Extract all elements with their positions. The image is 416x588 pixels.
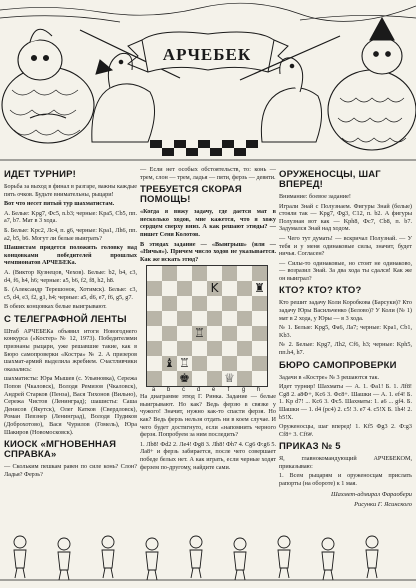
paragraph: Борьба за выход в финал в разгаре, важны каждые пять очков. Будьте внимательны, рыцари! [4, 182, 137, 198]
board-square [252, 296, 267, 311]
paragraph: Внимание: боевое задание! [279, 192, 351, 200]
board-square [192, 326, 207, 341]
paragraph: Оруженосцы, шаг вперед! 1. Kf5 Фg3 2. Ф:g3 Cf8+ 3. Cf6#. [279, 423, 412, 438]
chess-piece: ♜ [254, 281, 265, 296]
chess-piece: ♖ [179, 356, 190, 371]
chess-piece: ♚ [179, 371, 190, 386]
paragraph: Вот что несет пятый тур шахматистам. [4, 200, 115, 208]
board-square [252, 356, 267, 371]
paragraph: 1. Всем рыцарям и оруженосцам прислать рапорты (на обороте) к 1 мая. [279, 472, 412, 488]
paragraph: Играли Знай с Полузнаем. Фигуры Знай (белые) стояли так — Kpg7, Фg3, C12, п. b2. А фигуры Полузная вот как — Kph8, Фc7, Cb8, п. b7. Задумался Знай над ходом. [279, 202, 412, 233]
board-square [147, 326, 162, 341]
file-label: g [241, 387, 246, 394]
board-square [177, 281, 192, 296]
column-right [279, 166, 412, 526]
board-square [192, 371, 207, 386]
board-square [162, 266, 177, 281]
knights-illustration [0, 0, 416, 166]
marching-figures [0, 528, 416, 583]
board-square [237, 266, 252, 281]
board-square [222, 296, 237, 311]
paragraph: А. Белые: Kpg7, Фc5, n.b3; черные: Kpa5, Cb5, пп. a7, b7. Мат в 3 хода. [4, 209, 137, 225]
board-square [207, 326, 222, 341]
board-square [177, 326, 192, 341]
file-label: c [182, 387, 185, 394]
paragraph: 1. Лb8! Фd2 2. Лe4! Фg8 3. Лh8! Фh7 4. Cg6 Ф:g6 5. Лa8+ и ферзь забирается, после чего совершает победе белых нет. А как играть, если черные ходят ферзем по-другому, найдите сами. [140, 440, 276, 471]
banner-title: АРЧЕБЕК [162, 45, 252, 64]
header-illustration [0, 0, 416, 166]
board-square [147, 266, 162, 281]
paragraph: Я, главнокомандующий АРЧЕБЕКОМ, приказываю: [279, 455, 412, 470]
board-square [207, 341, 222, 356]
board-square [252, 281, 267, 296]
board-square [252, 371, 267, 386]
board-square [162, 311, 177, 326]
file-label: b [166, 387, 171, 394]
board-square [192, 356, 207, 371]
board-square [222, 371, 237, 386]
board-square [177, 266, 192, 281]
paragraph: шахматисты: Юра Мышев (с. Ульяновка), Сережа Попов (Чкаловск), Володя Ремизов (Чкаловск), Андрей Старков (Пенза), Вася Тихонов (Вильно), Сережа Чистов (Ленинград); шашисты: Саша Денисов (Якутск), Олег Катков (Свердловск), Роман Певзнер (Ленинград), Володя Пудиков (Доброхотово), Вася Чурилов (Гомель), Юра Шакиров (Новомосковск). [4, 375, 137, 436]
paragraph: Штаб АРЧЕБЕКа объявил итоги Новогоднего конкурса («Костер» № 12, 1973). Победителями признаны рыцари, уже решавшие такие, как в Бюро самопроверки «Костра» № 2. А призеров шахмат-армий выделила жребием. Счастливчики оказались: [4, 327, 137, 373]
board-square [147, 356, 162, 371]
paragraph: Шашистам придется положить головку над концовками победителей прошлых чемпионатов АРЧЕБЕКа. [4, 244, 137, 267]
board-square [192, 296, 207, 311]
paragraph: В обеих концовках белые выигрывают. [4, 303, 107, 311]
column-middle [140, 166, 276, 526]
board-square [177, 296, 192, 311]
signature: Шахмет-адмирал Фараобери [330, 490, 412, 498]
board-square [177, 356, 192, 371]
board-square [222, 266, 237, 281]
paragraph: № 1. Белые: Kpg5, Фa6, Лa7; черные: Kpa1, Cb1, Kb3. [279, 324, 412, 339]
board-square [237, 281, 252, 296]
board-square [177, 371, 192, 386]
board-square [252, 266, 267, 281]
board-square [207, 311, 222, 326]
board-square [177, 311, 192, 326]
chess-piece: ♖ [194, 326, 205, 341]
chess-piece: ♕ [224, 371, 235, 386]
board-square [237, 356, 252, 371]
file-label: f [227, 387, 230, 394]
paragraph: — Если нет особых обстоятельств, то: конь — трем, слон — трем, ладья — пяти, ферзь — девяти. [140, 166, 276, 181]
section-title: ПРИКАЗ № 5 [279, 441, 341, 453]
board-square [207, 296, 222, 311]
board-square [207, 281, 222, 296]
paragraph: № 2. Белые: Kpg7, Лh2, Cf6, h3; черные: Kph5, пп.h4, h7. [279, 341, 412, 356]
board-square [147, 281, 162, 296]
board-square [237, 311, 252, 326]
paragraph: На диаграмме этюд Г. Ринка. Задание — белые выигрывают. Но как? Ведь ферзю в связке у чужого! Значит, нужно как-то спасти ферзя. Но как? Ведь ферзь нельзя отдать ни в коем случае. И чего будет достигнуто, если «напомнить черного ферзя. Попробуем за ним последить? [140, 393, 276, 439]
section-title: ТРЕБУЕТСЯ СКОРАЯ ПОМОЩЬ! [140, 184, 242, 206]
section-title: ОРУЖЕНОСЦЫ, ШАГ ВПЕРЕД! [279, 169, 381, 190]
paragraph: Б. Белые: Kpc2, Лc4, п. g6, черные: Kpa1, Лh6, пп. a2, b5, b6. Могут ли белые выиграть? [4, 226, 137, 242]
board-square [147, 371, 162, 386]
board-square [222, 281, 237, 296]
file-label: e [211, 387, 216, 394]
board-square [162, 356, 177, 371]
section-title: БЮРО САМОПРОВЕРКИ [279, 359, 397, 371]
board-square [222, 356, 237, 371]
section-title: КИОСК «МГНОВЕННАЯ СПРАВКА» [4, 439, 117, 461]
board-square [147, 341, 162, 356]
board-square [147, 296, 162, 311]
board-square [162, 296, 177, 311]
board-square [207, 266, 222, 281]
board-square [192, 281, 207, 296]
paragraph: — Силы-то одинаковые, но стоят не одинаково, — возразил Знай. За два хода ты сдался! Как же он выиграл? [279, 259, 412, 282]
chess-board [146, 265, 268, 387]
section-title: КТО? КТО? КТО? [279, 285, 362, 297]
board-square [207, 371, 222, 386]
paragraph: «Когда я вижу задачу, где дается мат в несколько ходов, мне кажется, что я хожу сердцем сверху вниз. А как решают этюды? — пишет Сеня Колотов. [140, 208, 276, 238]
paragraph: Задачи в «Костре» № 3 решаются так. [279, 373, 380, 381]
section-title: С ТЕЛЕГРАФНОЙ ЛЕНТЫ [4, 313, 127, 325]
board-square [147, 311, 162, 326]
board-square [237, 341, 252, 356]
column-left [4, 166, 137, 526]
footer-illustration [0, 528, 416, 583]
board-square [222, 311, 237, 326]
file-label: d [196, 387, 201, 394]
board-square [237, 371, 252, 386]
board-square [177, 341, 192, 356]
board-square [222, 341, 237, 356]
paragraph: — Скольким пешкам равен по силе конь? Слон? Ладья? Ферзь? [4, 463, 137, 478]
chess-diagram [146, 265, 270, 393]
chess-piece: ♝ [164, 356, 175, 371]
paragraph: Б. (Александр Терешонок, Хотимск). Белые: c3, c5, d4, e3, f2, g1, h4; черные: a5, d6, e7, f6, g5, g7. [4, 286, 137, 301]
board-square [162, 371, 177, 386]
file-label: h [256, 387, 261, 394]
board-square [162, 341, 177, 356]
board-square [162, 326, 177, 341]
board-square [252, 326, 267, 341]
paragraph: В этюдах задание — «Выигрыш» (или — «Ничья»). Причем число ходов не указывается. Как же искать этюд? [140, 240, 276, 263]
illustrator-credit: Рисунки Г. Ясинского [354, 500, 412, 508]
paragraph: А. (Виктор Кузнецов, Чехов). Белые: b2, b4, c3, d4, f6, h4, h6; черные: a5, b6, f2, f8, h2, h8. [4, 268, 137, 284]
board-square [252, 341, 267, 356]
board-square [162, 281, 177, 296]
paragraph: Идет турнир! Шахматы — А. 1. Фa1! Б. 1. Лf8! Cg8 2. a8Ф+, Kc6 3. Фc8+. Шашки — А. 1. ef4! Б. 1. Kp d7! ... Kc6 3. Фc5. Шахматы: 1. a6 ... gf4. Б. Шашки — 1. d4 (pc4) 2. c5! 3. e7 4. c5!X Б. 1h4! 2. b5!X. [279, 383, 412, 421]
board-square [192, 311, 207, 326]
board-square [207, 356, 222, 371]
paragraph: Кто решит задачу Коли Коробкова (Барсуки)? Кто задачу Юры Васильченко (Белово)? У Коли (№ 1) мат в 2 хода, у Юры — в 3 хода. [279, 299, 412, 322]
chess-piece: K [210, 281, 219, 296]
board-square [237, 296, 252, 311]
board-square [222, 326, 237, 341]
section-title: ИДЕТ ТУРНИР! [4, 169, 77, 180]
board-square [252, 311, 267, 326]
board-square [192, 341, 207, 356]
board-square [237, 326, 252, 341]
paragraph: — Чего тут думать! — вскричал Полузнай. — У тебя и у меня одинаковые силы, значит, будет ничья. Согласен? [279, 234, 412, 258]
board-square [192, 266, 207, 281]
file-label: a [151, 387, 156, 394]
